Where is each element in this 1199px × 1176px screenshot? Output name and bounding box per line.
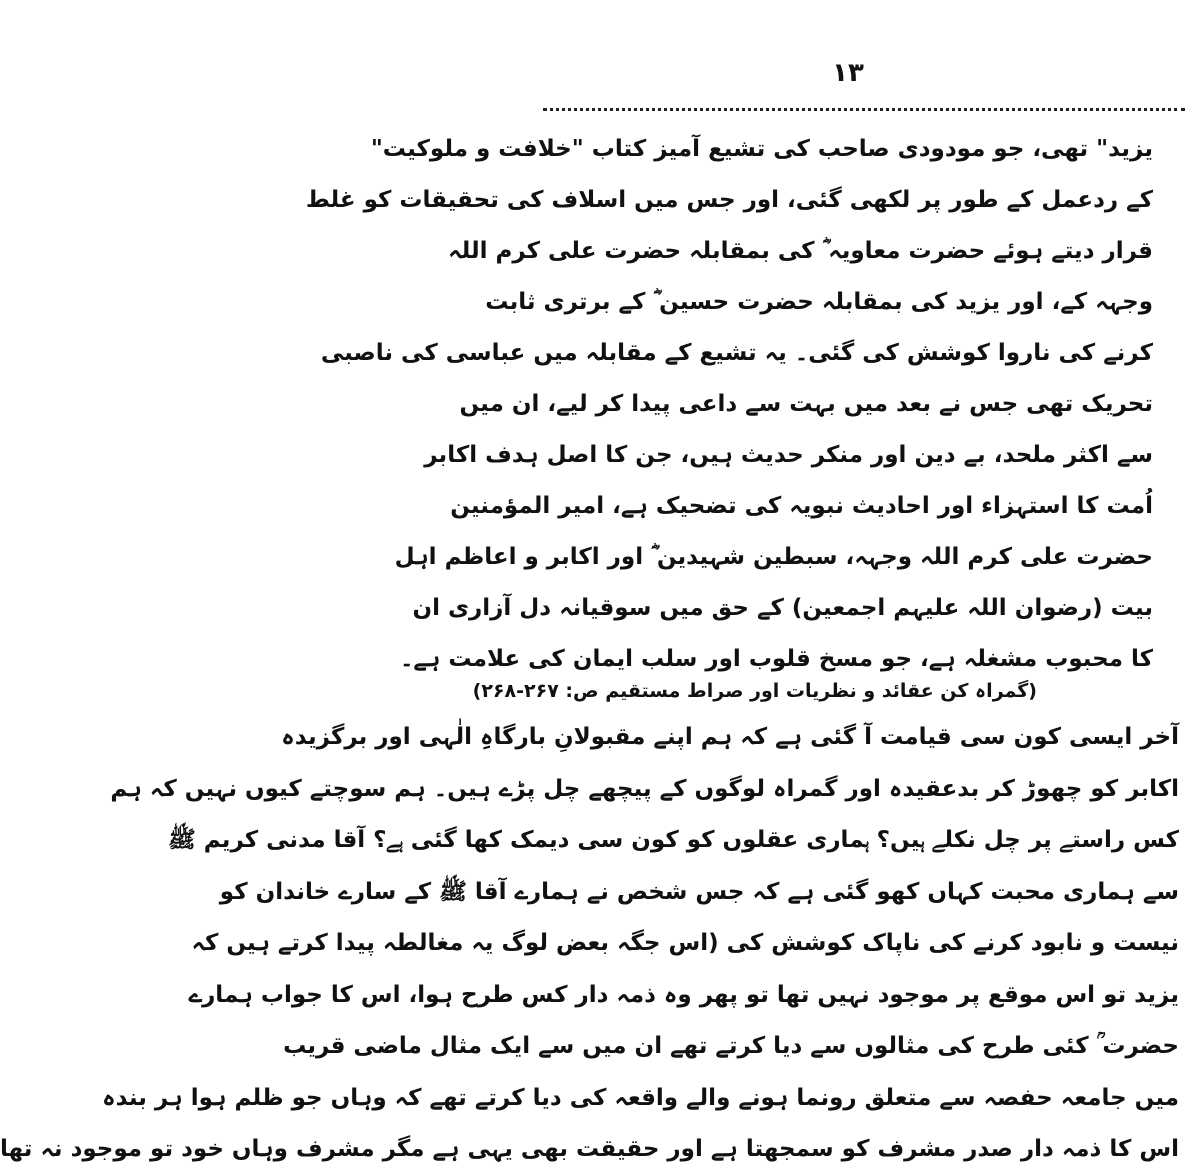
page-number: ۱۳ xyxy=(832,58,864,88)
quote-line: کے ردعمل کے طور پر لکھی گئی، اور جس میں اسلاف کی تحقیقات کو غلط xyxy=(305,187,1153,213)
body-line: حضرت ؒ کئی طرح کی مثالوں سے دیا کرتے تھے ان میں سے ایک مثال ماضی قریب xyxy=(283,1033,1179,1059)
quote-line: کرنے کی ناروا کوشش کی گئی۔ یہ تشیع کے مقابلہ میں عباسی کی ناصبی xyxy=(320,340,1153,366)
quote-line: یزید" تھی، جو مودودی صاحب کی تشیع آمیز کتاب "خلافت و ملوکیت" xyxy=(370,136,1153,162)
source-reference: (گمراہ کن عقائد و نظریات اور صراط مستقیم ص: ۲۶۷-۲۶۸) xyxy=(472,680,1037,702)
body-line: نیست و نابود کرنے کی ناپاک کوشش کی (اس جگہ بعض لوگ یہ مغالطہ پیدا کرتے ہیں کہ xyxy=(191,930,1179,956)
quote-line: کا محبوب مشغلہ ہے، جو مسخ قلوب اور سلب ایمان کی علامت ہے۔ xyxy=(399,646,1153,672)
body-line: سے ہماری محبت کہاں کھو گئی ہے کہ جس شخص نے ہمارے آقا ﷺ کے سارے خاندان کو xyxy=(219,878,1179,905)
body-line: میں جامعہ حفصہ سے متعلق رونما ہونے والے واقعہ کی دیا کرتے تھے کہ وہاں جو ظلم ہوا ہر بندہ xyxy=(102,1084,1179,1111)
body-line: اس کا ذمہ دار صدر مشرف کو سمجھتا ہے اور حقیقت بھی یہی ہے مگر مشرف وہاں خود تو موجود نہ تھا xyxy=(0,1136,1179,1162)
header-dotted-rule xyxy=(543,108,1185,111)
quote-line: حضرت علی کرم اللہ وجہہ، سبطین شہیدین ؓ اور اکابر و اعاظم اہل xyxy=(394,544,1153,570)
quote-line: وجہہ کے، اور یزید کی بمقابلہ حضرت حسین ؓ کے برتری ثابت xyxy=(485,289,1153,315)
body-line: اکابر کو چھوڑ کر بدعقیدہ اور گمراہ لوگوں کے پیچھے چل پڑے ہیں۔ ہم سوچتے کیوں نہیں کہ ہم xyxy=(110,775,1179,802)
quote-line: اُمت کا استہزاء اور احادیث نبویہ کی تضحیک ہے، امیر المؤمنین xyxy=(450,493,1153,519)
quoted-passage xyxy=(305,124,1153,685)
quote-line: قرار دیتے ہوئے حضرت معاویہ ؓ کی بمقابلہ حضرت علی کرم اللہ xyxy=(448,238,1153,264)
body-paragraph xyxy=(0,712,1179,1176)
body-line: کس راستے پر چل نکلے ہیں؟ ہماری عقلوں کو کون سی دیمک کھا گئی ہے؟ آقا مدنی کریم ﷺ xyxy=(167,827,1179,853)
quote-line: سے اکثر ملحد، بے دین اور منکر حدیث ہیں، جن کا اصل ہدف اکابر xyxy=(424,442,1153,468)
quote-line: تحریک تھی جس نے بعد میں بہت سے داعی پیدا کر لیے، ان میں xyxy=(459,391,1153,417)
body-line: آخر ایسی کون سی قیامت آ گئی ہے کہ ہم اپنے مقبولانِ بارگاہِ الٰہی اور برگزیدہ xyxy=(281,724,1179,750)
quote-line: بیت (رضوان اللہ علیہم اجمعین) کے حق میں سوقیانہ دل آزاری ان xyxy=(412,595,1153,621)
body-line: یزید تو اس موقع پر موجود نہیں تھا تو پھر وہ ذمہ دار کس طرح ہوا، اس کا جواب ہمارے xyxy=(188,981,1179,1008)
